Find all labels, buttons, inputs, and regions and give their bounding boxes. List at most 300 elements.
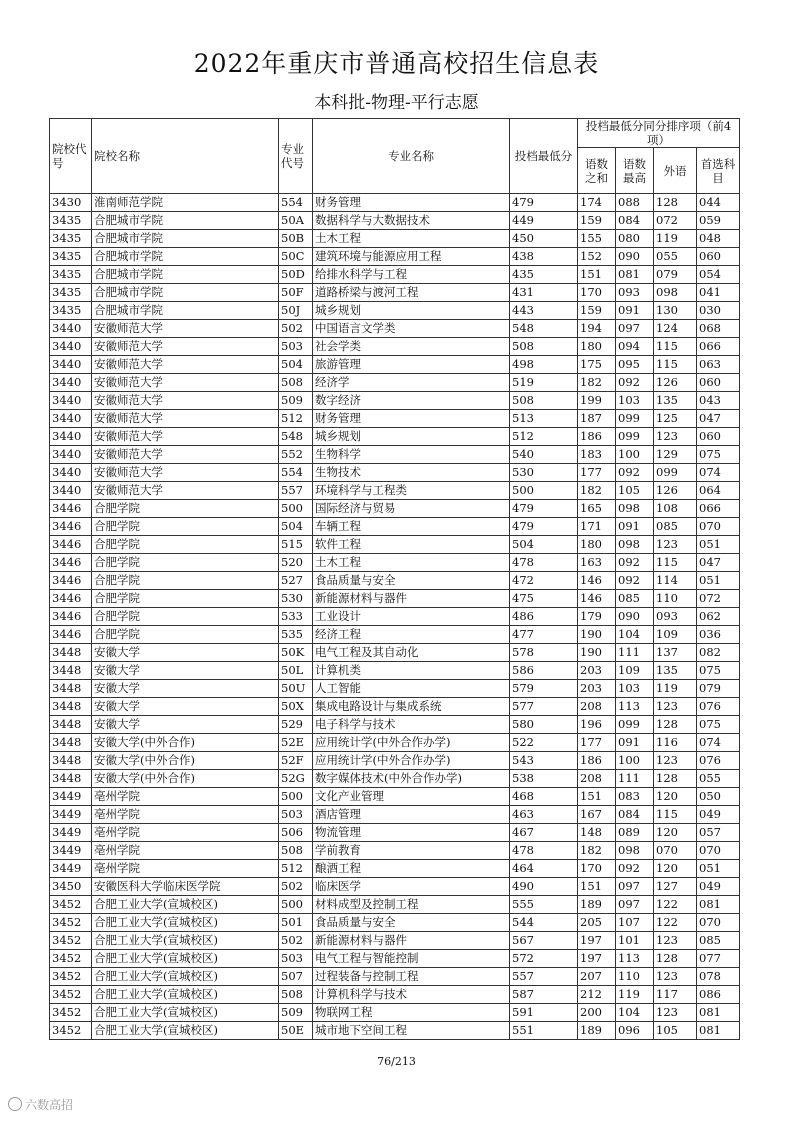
cell-foreign-language: 126 [654, 482, 697, 500]
cell-min-score: 475 [510, 590, 578, 608]
cell-min-score: 486 [510, 608, 578, 626]
cell-major-name: 经济工程 [313, 626, 510, 644]
cell-min-score: 538 [510, 770, 578, 788]
cell-chinese-math-sum: 182 [578, 374, 616, 392]
cell-major-code: 520 [279, 554, 313, 572]
cell-major-name: 社会学类 [313, 338, 510, 356]
cell-school-code: 3435 [50, 212, 92, 230]
cell-school-code: 3450 [50, 878, 92, 896]
cell-chinese-math-max: 090 [616, 608, 654, 626]
cell-foreign-language: 098 [654, 284, 697, 302]
cell-foreign-language: 109 [654, 626, 697, 644]
cell-school-code: 3452 [50, 986, 92, 1004]
cell-school-name: 安徽师范大学 [92, 446, 279, 464]
cell-preferred-subject: 072 [697, 590, 740, 608]
cell-major-code: 50J [279, 302, 313, 320]
cell-school-name: 合肥学院 [92, 626, 279, 644]
cell-major-name: 生物技术 [313, 464, 510, 482]
cell-major-code: 548 [279, 428, 313, 446]
cell-major-code: 52E [279, 734, 313, 752]
cell-major-code: 500 [279, 896, 313, 914]
cell-foreign-language: 128 [654, 770, 697, 788]
cell-foreign-language: 093 [654, 608, 697, 626]
cell-chinese-math-sum: 196 [578, 716, 616, 734]
cell-school-name: 安徽医科大学临床医学院 [92, 878, 279, 896]
cell-major-name: 数字媒体技术(中外合作办学) [313, 770, 510, 788]
cell-preferred-subject: 051 [697, 860, 740, 878]
cell-min-score: 557 [510, 968, 578, 986]
cell-chinese-math-max: 103 [616, 392, 654, 410]
cell-foreign-language: 123 [654, 428, 697, 446]
cell-major-code: 504 [279, 356, 313, 374]
cell-preferred-subject: 081 [697, 1004, 740, 1022]
table-row [50, 464, 740, 482]
cell-school-name: 安徽大学 [92, 716, 279, 734]
cell-major-code: 50B [279, 230, 313, 248]
cell-foreign-language: 123 [654, 968, 697, 986]
cell-school-code: 3449 [50, 806, 92, 824]
cell-major-code: 52F [279, 752, 313, 770]
cell-min-score: 586 [510, 662, 578, 680]
table-row [50, 698, 740, 716]
cell-foreign-language: 123 [654, 1004, 697, 1022]
table-row [50, 626, 740, 644]
cell-chinese-math-max: 083 [616, 788, 654, 806]
cell-min-score: 435 [510, 266, 578, 284]
cell-chinese-math-sum: 183 [578, 446, 616, 464]
cell-preferred-subject: 049 [697, 878, 740, 896]
cell-chinese-math-sum: 208 [578, 770, 616, 788]
cell-min-score: 450 [510, 230, 578, 248]
cell-chinese-math-max: 092 [616, 860, 654, 878]
cell-school-code: 3452 [50, 950, 92, 968]
table-row [50, 356, 740, 374]
cell-chinese-math-max: 091 [616, 734, 654, 752]
table-row [50, 842, 740, 860]
cell-school-name: 合肥学院 [92, 518, 279, 536]
cell-foreign-language: 105 [654, 1022, 697, 1040]
cell-major-code: 502 [279, 320, 313, 338]
cell-foreign-language: 135 [654, 392, 697, 410]
cell-foreign-language: 099 [654, 464, 697, 482]
cell-school-name: 合肥学院 [92, 572, 279, 590]
cell-school-name: 合肥城市学院 [92, 248, 279, 266]
table-row [50, 410, 740, 428]
cell-major-code: 554 [279, 464, 313, 482]
cell-min-score: 580 [510, 716, 578, 734]
cell-school-name: 淮南师范学院 [92, 194, 279, 212]
cell-chinese-math-sum: 190 [578, 644, 616, 662]
cell-min-score: 579 [510, 680, 578, 698]
cell-min-score: 479 [510, 194, 578, 212]
cell-school-code: 3440 [50, 356, 92, 374]
cell-chinese-math-max: 095 [616, 356, 654, 374]
cell-school-name: 合肥城市学院 [92, 284, 279, 302]
cell-major-name: 财务管理 [313, 410, 510, 428]
cell-major-name: 数据科学与大数据技术 [313, 212, 510, 230]
cell-school-name: 安徽大学 [92, 644, 279, 662]
cell-min-score: 577 [510, 698, 578, 716]
header-school-code: 院校代号 [50, 119, 92, 194]
page-subtitle: 本科批-物理-平行志愿 [314, 93, 479, 113]
cell-school-code: 3440 [50, 410, 92, 428]
cell-chinese-math-max: 111 [616, 770, 654, 788]
cell-major-code: 506 [279, 824, 313, 842]
cell-preferred-subject: 059 [697, 212, 740, 230]
cell-preferred-subject: 060 [697, 248, 740, 266]
cell-preferred-subject: 082 [697, 644, 740, 662]
cell-school-code: 3448 [50, 680, 92, 698]
cell-preferred-subject: 048 [697, 230, 740, 248]
cell-school-code: 3446 [50, 500, 92, 518]
cell-preferred-subject: 049 [697, 806, 740, 824]
table-row [50, 284, 740, 302]
header-sub-chinese-math-sum: 语数之和 [578, 148, 616, 194]
cell-school-code: 3446 [50, 572, 92, 590]
cell-foreign-language: 122 [654, 896, 697, 914]
cell-school-code: 3449 [50, 842, 92, 860]
cell-chinese-math-max: 092 [616, 572, 654, 590]
cell-min-score: 464 [510, 860, 578, 878]
cell-school-code: 3448 [50, 770, 92, 788]
cell-min-score: 522 [510, 734, 578, 752]
table-row [50, 914, 740, 932]
cell-preferred-subject: 085 [697, 932, 740, 950]
cell-school-name: 合肥学院 [92, 554, 279, 572]
cell-chinese-math-max: 085 [616, 590, 654, 608]
cell-chinese-math-max: 097 [616, 896, 654, 914]
cell-major-name: 生物科学 [313, 446, 510, 464]
cell-chinese-math-sum: 159 [578, 212, 616, 230]
cell-chinese-math-sum: 151 [578, 266, 616, 284]
table-row [50, 374, 740, 392]
cell-preferred-subject: 077 [697, 950, 740, 968]
cell-major-name: 旅游管理 [313, 356, 510, 374]
cell-major-name: 食品质量与安全 [313, 914, 510, 932]
table-row [50, 896, 740, 914]
cell-min-score: 587 [510, 986, 578, 1004]
cell-school-name: 安徽师范大学 [92, 428, 279, 446]
cell-major-name: 工业设计 [313, 608, 510, 626]
cell-major-code: 533 [279, 608, 313, 626]
table-row [50, 806, 740, 824]
cell-school-name: 合肥工业大学(宣城校区) [92, 896, 279, 914]
cell-min-score: 443 [510, 302, 578, 320]
cell-chinese-math-sum: 177 [578, 734, 616, 752]
table-row [50, 302, 740, 320]
cell-foreign-language: 124 [654, 320, 697, 338]
cell-chinese-math-sum: 175 [578, 356, 616, 374]
table-row [50, 338, 740, 356]
cell-chinese-math-max: 084 [616, 806, 654, 824]
cell-major-name: 物流管理 [313, 824, 510, 842]
cell-chinese-math-max: 097 [616, 320, 654, 338]
table-row [50, 608, 740, 626]
cell-min-score: 479 [510, 518, 578, 536]
cell-school-code: 3446 [50, 626, 92, 644]
cell-major-code: 504 [279, 518, 313, 536]
cell-major-name: 数字经济 [313, 392, 510, 410]
cell-major-name: 临床医学 [313, 878, 510, 896]
cell-major-code: 50C [279, 248, 313, 266]
cell-school-code: 3452 [50, 896, 92, 914]
cell-school-code: 3440 [50, 464, 92, 482]
cell-min-score: 513 [510, 410, 578, 428]
cell-preferred-subject: 078 [697, 968, 740, 986]
cell-foreign-language: 120 [654, 824, 697, 842]
cell-major-code: 503 [279, 806, 313, 824]
cell-major-name: 电子科学与技术 [313, 716, 510, 734]
table-row [50, 482, 740, 500]
cell-preferred-subject: 064 [697, 482, 740, 500]
cell-major-name: 过程装备与控制工程 [313, 968, 510, 986]
cell-chinese-math-max: 091 [616, 302, 654, 320]
cell-preferred-subject: 066 [697, 338, 740, 356]
cell-school-name: 安徽师范大学 [92, 338, 279, 356]
cell-chinese-math-sum: 200 [578, 1004, 616, 1022]
cell-school-name: 安徽师范大学 [92, 482, 279, 500]
cell-foreign-language: 070 [654, 842, 697, 860]
cell-major-code: 500 [279, 788, 313, 806]
header-major-name: 专业名称 [313, 119, 510, 194]
cell-major-code: 50A [279, 212, 313, 230]
cell-min-score: 438 [510, 248, 578, 266]
cell-min-score: 512 [510, 428, 578, 446]
cell-chinese-math-sum: 190 [578, 626, 616, 644]
cell-foreign-language: 108 [654, 500, 697, 518]
header-school-name: 院校名称 [92, 119, 279, 194]
cell-major-code: 527 [279, 572, 313, 590]
cell-min-score: 478 [510, 842, 578, 860]
cell-major-code: 507 [279, 968, 313, 986]
cell-school-name: 安徽师范大学 [92, 464, 279, 482]
table-row [50, 788, 740, 806]
cell-school-code: 3452 [50, 914, 92, 932]
cell-chinese-math-max: 092 [616, 464, 654, 482]
cell-school-name: 合肥工业大学(宣城校区) [92, 1004, 279, 1022]
cell-chinese-math-max: 089 [616, 824, 654, 842]
table-row [50, 230, 740, 248]
cell-school-name: 亳州学院 [92, 842, 279, 860]
watermark-text: 六数高招 [25, 1098, 74, 1112]
cell-major-code: 512 [279, 860, 313, 878]
cell-preferred-subject: 062 [697, 608, 740, 626]
table-row [50, 680, 740, 698]
cell-foreign-language: 126 [654, 374, 697, 392]
cell-school-code: 3435 [50, 284, 92, 302]
table-row [50, 590, 740, 608]
cell-chinese-math-sum: 203 [578, 662, 616, 680]
cell-chinese-math-max: 101 [616, 932, 654, 950]
cell-chinese-math-sum: 151 [578, 878, 616, 896]
cell-min-score: 543 [510, 752, 578, 770]
table-row [50, 932, 740, 950]
cell-major-code: 50L [279, 662, 313, 680]
cell-preferred-subject: 063 [697, 356, 740, 374]
cell-preferred-subject: 060 [697, 428, 740, 446]
cell-major-name: 建筑环境与能源应用工程 [313, 248, 510, 266]
table-row [50, 446, 740, 464]
cell-chinese-math-sum: 189 [578, 896, 616, 914]
cell-chinese-math-sum: 167 [578, 806, 616, 824]
cell-major-name: 酿酒工程 [313, 860, 510, 878]
cell-min-score: 490 [510, 878, 578, 896]
cell-preferred-subject: 055 [697, 770, 740, 788]
cell-major-name: 国际经济与贸易 [313, 500, 510, 518]
cell-school-name: 合肥城市学院 [92, 230, 279, 248]
cell-preferred-subject: 051 [697, 536, 740, 554]
cell-major-code: 512 [279, 410, 313, 428]
table-row [50, 536, 740, 554]
cell-school-code: 3440 [50, 428, 92, 446]
cell-foreign-language: 119 [654, 230, 697, 248]
cell-chinese-math-sum: 205 [578, 914, 616, 932]
cell-foreign-language: 127 [654, 878, 697, 896]
cell-preferred-subject: 074 [697, 734, 740, 752]
cell-major-name: 城乡规划 [313, 302, 510, 320]
cell-chinese-math-max: 105 [616, 482, 654, 500]
cell-school-name: 安徽大学(中外合作) [92, 752, 279, 770]
cell-foreign-language: 115 [654, 356, 697, 374]
table-row [50, 392, 740, 410]
cell-major-code: 50E [279, 1022, 313, 1040]
cell-school-code: 3440 [50, 320, 92, 338]
cell-preferred-subject: 075 [697, 716, 740, 734]
cell-major-code: 515 [279, 536, 313, 554]
cell-foreign-language: 079 [654, 266, 697, 284]
cell-school-code: 3452 [50, 1022, 92, 1040]
cell-school-name: 合肥工业大学(宣城校区) [92, 914, 279, 932]
cell-school-name: 亳州学院 [92, 860, 279, 878]
cell-preferred-subject: 047 [697, 410, 740, 428]
cell-min-score: 477 [510, 626, 578, 644]
cell-major-name: 计算机科学与技术 [313, 986, 510, 1004]
cell-chinese-math-max: 092 [616, 374, 654, 392]
cell-foreign-language: 115 [654, 806, 697, 824]
cell-major-code: 50F [279, 284, 313, 302]
cell-major-name: 城乡规划 [313, 428, 510, 446]
cell-school-code: 3452 [50, 968, 92, 986]
cell-chinese-math-sum: 207 [578, 968, 616, 986]
cell-preferred-subject: 051 [697, 572, 740, 590]
cell-major-name: 人工智能 [313, 680, 510, 698]
cell-preferred-subject: 081 [697, 896, 740, 914]
cell-preferred-subject: 044 [697, 194, 740, 212]
cell-chinese-math-sum: 180 [578, 536, 616, 554]
cell-school-name: 合肥学院 [92, 608, 279, 626]
cell-major-name: 物联网工程 [313, 1004, 510, 1022]
cell-foreign-language: 137 [654, 644, 697, 662]
cell-chinese-math-sum: 197 [578, 932, 616, 950]
cell-school-name: 安徽师范大学 [92, 410, 279, 428]
cell-min-score: 478 [510, 554, 578, 572]
table-row [50, 518, 740, 536]
cell-major-code: 50X [279, 698, 313, 716]
cell-chinese-math-sum: 208 [578, 698, 616, 716]
cell-chinese-math-sum: 203 [578, 680, 616, 698]
cell-major-name: 给排水科学与工程 [313, 266, 510, 284]
cell-min-score: 468 [510, 788, 578, 806]
cell-chinese-math-sum: 180 [578, 338, 616, 356]
cell-chinese-math-max: 109 [616, 662, 654, 680]
cell-chinese-math-sum: 152 [578, 248, 616, 266]
cell-chinese-math-sum: 212 [578, 986, 616, 1004]
cell-major-code: 535 [279, 626, 313, 644]
cell-chinese-math-sum: 163 [578, 554, 616, 572]
cell-min-score: 508 [510, 392, 578, 410]
cell-chinese-math-max: 088 [616, 194, 654, 212]
table-row [50, 662, 740, 680]
cell-foreign-language: 117 [654, 986, 697, 1004]
cell-preferred-subject: 070 [697, 914, 740, 932]
cell-foreign-language: 120 [654, 788, 697, 806]
cell-school-code: 3446 [50, 518, 92, 536]
table-row [50, 824, 740, 842]
cell-min-score: 472 [510, 572, 578, 590]
cell-chinese-math-sum: 155 [578, 230, 616, 248]
watermark [8, 1096, 73, 1113]
cell-major-name: 应用统计学(中外合作办学) [313, 752, 510, 770]
cell-chinese-math-max: 098 [616, 500, 654, 518]
table-row [50, 968, 740, 986]
cell-school-code: 3448 [50, 644, 92, 662]
cell-preferred-subject: 057 [697, 824, 740, 842]
cell-chinese-math-sum: 189 [578, 1022, 616, 1040]
cell-school-name: 合肥学院 [92, 590, 279, 608]
cell-school-name: 合肥城市学院 [92, 212, 279, 230]
cell-school-name: 安徽大学 [92, 662, 279, 680]
table-row [50, 194, 740, 212]
cell-major-code: 508 [279, 986, 313, 1004]
cell-min-score: 578 [510, 644, 578, 662]
table-row [50, 248, 740, 266]
cell-min-score: 519 [510, 374, 578, 392]
cell-min-score: 508 [510, 338, 578, 356]
cell-major-code: 50U [279, 680, 313, 698]
cell-min-score: 530 [510, 464, 578, 482]
cell-preferred-subject: 030 [697, 302, 740, 320]
header-sub-chinese-math-max: 语数最高 [616, 148, 654, 194]
cell-preferred-subject: 074 [697, 464, 740, 482]
cell-major-name: 酒店管理 [313, 806, 510, 824]
cell-school-code: 3448 [50, 716, 92, 734]
cell-major-code: 50D [279, 266, 313, 284]
cell-foreign-language: 130 [654, 302, 697, 320]
cell-chinese-math-max: 100 [616, 446, 654, 464]
cell-major-name: 集成电路设计与集成系统 [313, 698, 510, 716]
cell-major-name: 计算机类 [313, 662, 510, 680]
cell-major-code: 509 [279, 392, 313, 410]
admission-table [49, 118, 740, 1040]
cell-major-name: 车辆工程 [313, 518, 510, 536]
cell-school-name: 安徽师范大学 [92, 392, 279, 410]
cell-preferred-subject: 036 [697, 626, 740, 644]
cell-chinese-math-max: 110 [616, 968, 654, 986]
cell-major-name: 文化产业管理 [313, 788, 510, 806]
cell-chinese-math-max: 096 [616, 1022, 654, 1040]
cell-foreign-language: 115 [654, 338, 697, 356]
cell-preferred-subject: 075 [697, 662, 740, 680]
cell-foreign-language: 135 [654, 662, 697, 680]
cell-school-name: 合肥学院 [92, 500, 279, 518]
cell-chinese-math-sum: 159 [578, 302, 616, 320]
cell-chinese-math-sum: 182 [578, 842, 616, 860]
cell-major-name: 财务管理 [313, 194, 510, 212]
cell-chinese-math-sum: 146 [578, 590, 616, 608]
cell-school-name: 合肥工业大学(宣城校区) [92, 1022, 279, 1040]
page-title: 2022年重庆市普通高校招生信息表 [193, 49, 600, 78]
cell-min-score: 498 [510, 356, 578, 374]
